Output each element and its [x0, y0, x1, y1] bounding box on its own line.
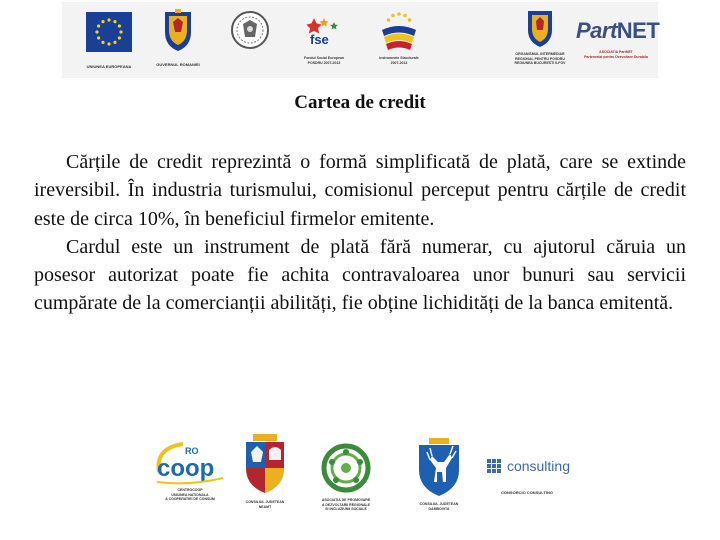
structural-instruments-icon [374, 8, 424, 56]
oi-logo [502, 8, 578, 66]
seal-logo [228, 10, 272, 50]
coop-emblem-icon [149, 438, 231, 488]
consulting-caption: CONSORCIO CONSULTING [501, 490, 553, 495]
neamt-caption: CONSILIUL JUDETEAN NEAMT [245, 500, 285, 509]
paragraph-card-definition: Cardul este un instrument de plată fără numerar, cu ajutorul căruia un posesor autorizat poate fie achita contravaloarea unor bunuri sau servicii cumpărate de la comercianții abilități, fie obține lichidități de la banca emitentă. [34, 235, 686, 315]
government-caption: GUVERNUL ROMANIEI [156, 62, 200, 67]
neamt-logo [236, 434, 294, 509]
round-seal-icon [230, 10, 270, 50]
government-logo [146, 8, 210, 67]
consulting-wordmark-row [484, 458, 570, 474]
oi-caption: ORGANISMUL INTERMEDIAR REGIONAL PENTRU POSDRU REGIUNEA BUCURESTI ILFOV [514, 52, 566, 65]
consulting-wordmark: consulting [506, 458, 570, 474]
consulting-grid-icon [487, 459, 501, 473]
fse-caption: Fondul Social European POSDRU 2007-2013 [303, 56, 345, 65]
svg-text:fse: fse [310, 32, 329, 47]
dambovita-coat-of-arms-icon [416, 438, 462, 498]
fse-star-icon [302, 10, 346, 54]
fse-logo [290, 10, 358, 65]
asociatia-logo [304, 442, 388, 512]
coat-of-arms-icon [161, 8, 195, 52]
oi-coat-of-arms-icon [525, 8, 555, 48]
footer-logo-band [0, 428, 720, 540]
coop-logo [146, 438, 234, 502]
coop-ro-badge: RO [185, 446, 199, 456]
header-logo-band [62, 2, 658, 78]
eu-flag-icon [86, 12, 132, 52]
asociatia-circle-icon [320, 442, 372, 494]
neamt-coat-of-arms-icon [243, 434, 287, 494]
partnet-logo [576, 18, 660, 59]
is-caption: Instrumente Structurale 2007-2013 [379, 56, 419, 65]
coop-caption: CENTROCOOP UNIUNEA NATIONALA A COOPERATIEI DE CONSUM [165, 488, 215, 501]
paragraph-credit-cards: Cărțile de credit reprezintă o formă simplificată de plată, care se extinde ireversibil. În industria turismului, comisionul perceput pentru cărțile de credit este de circa 10%, în beneficiul firmelor emitente. [34, 151, 686, 230]
eu-logo [78, 12, 140, 69]
page-title: Cartea de credit [294, 92, 426, 113]
consulting-logo [484, 458, 570, 495]
coop-wordmark: coop [157, 455, 215, 482]
dambovita-caption: CONSILIUL JUDETEAN DAMBOVITA [419, 502, 459, 511]
dambovita-logo [408, 438, 470, 511]
partnet-wordmark: PartNET [576, 18, 660, 43]
body-text [34, 148, 686, 318]
asociatia-caption: ASOCIATIA DE PROMOVARE A DEZVOLTARII REGIONALE SI INCLUZIUNII SOCIALE [321, 498, 371, 511]
eu-caption: UNIUNEA EUROPEANA [86, 64, 132, 69]
instrumente-structurale-logo [364, 8, 434, 65]
partnet-tagline: ASOCIATIA PartNET Parteneriat pentru Dezvoltare Durabila [584, 50, 648, 59]
